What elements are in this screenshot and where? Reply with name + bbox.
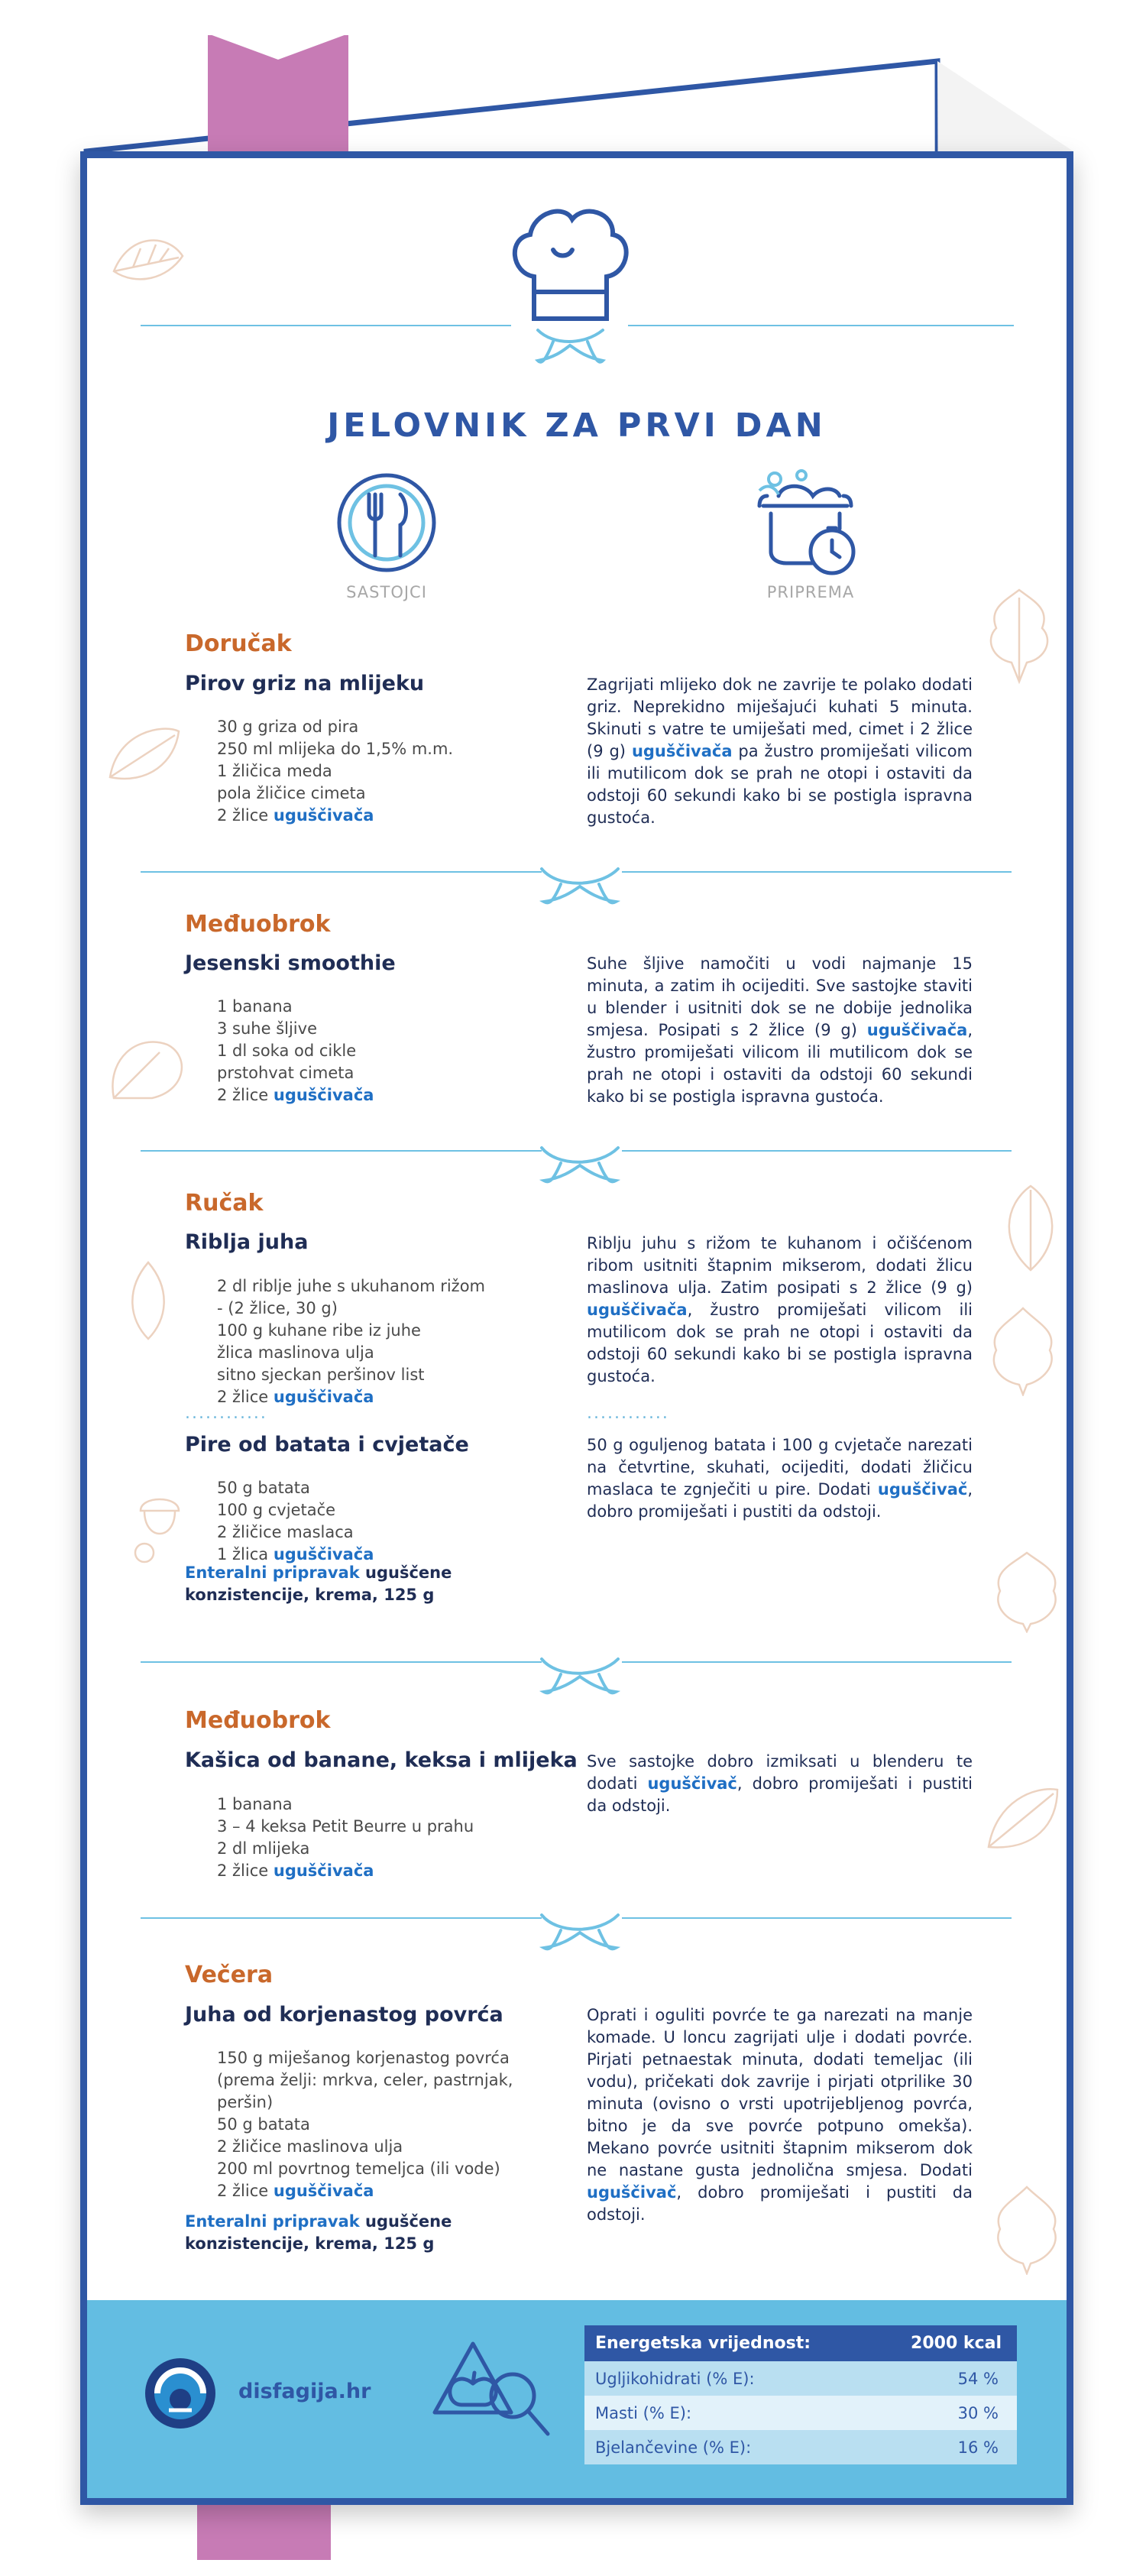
leaf-decoration-icon bbox=[996, 1182, 1065, 1274]
dotted-separator: ............ bbox=[185, 1404, 267, 1423]
preparation-text bbox=[587, 1233, 973, 1388]
header-divider-left bbox=[141, 325, 511, 326]
cooking-pot-timer-icon bbox=[752, 464, 866, 582]
prep-text: 50 g oguljenog batata i 100 g cvjetače narezati na četvrtine, skuhati, ocijediti, dodati žličicu maslaca te zgnječiti u pire. Dodati bbox=[587, 1436, 973, 1499]
preparation-text bbox=[587, 953, 973, 1108]
section-divider-right bbox=[622, 1661, 1012, 1663]
ribbon-tie-icon bbox=[538, 1655, 622, 1701]
ingredient-item bbox=[217, 1860, 474, 1882]
dotted-separator: ............ bbox=[587, 1404, 669, 1423]
dish-name: Pire od batata i cvjetače bbox=[185, 1433, 469, 1456]
prep-text: , dobro promiješati i pustiti da odstoji. bbox=[587, 1774, 973, 1815]
chef-hat-icon bbox=[500, 196, 637, 380]
menu-card bbox=[80, 151, 1073, 2505]
note-text: uguščene bbox=[359, 1563, 452, 1582]
feather-decoration-icon bbox=[118, 1259, 179, 1343]
energy-label: Energetska vrijednost: bbox=[595, 2334, 811, 2353]
prep-text: Suhe šljive namočiti u vodi najmanje 15 minuta, a zatim ih ocijediti. Sve sastojke staviti u blender i usitniti dok se ne dobije jednolika smjesa. Posipati s 2 žlice (9 g) bbox=[587, 954, 973, 1039]
ingredient-item: 1 banana bbox=[217, 1795, 293, 1813]
preparation-text bbox=[587, 674, 973, 829]
ingredient-text: 1 žlica bbox=[217, 1545, 274, 1563]
nutrition-table bbox=[584, 2325, 1017, 2464]
dish-name: Jesenski smoothie bbox=[185, 951, 396, 975]
dish-name: Pirov griz na mlijeku bbox=[185, 672, 425, 695]
header-divider-right bbox=[628, 325, 1014, 326]
oak-leaf-decoration-icon bbox=[989, 1549, 1065, 1633]
dish-name: Kašica od banane, keksa i mlijeka bbox=[185, 1748, 578, 1772]
dish-name: Juha od korjenastog povrća bbox=[185, 2003, 503, 2027]
ingredient-item: 3 suhe šljive bbox=[217, 1019, 317, 1038]
note-text: uguščene bbox=[359, 2212, 452, 2231]
section-divider-right bbox=[622, 1150, 1012, 1152]
ingredient-text: 2 žlice bbox=[217, 806, 274, 825]
ingredient-text: 2 žlice bbox=[217, 2182, 274, 2200]
ingredient-text: 2 žlice bbox=[217, 1086, 274, 1104]
prep-text: Sve sastojke dobro izmiksati u blenderu te dodati bbox=[587, 1752, 973, 1793]
ingredient-item: 100 g kuhane ribe iz juhe bbox=[217, 1321, 421, 1340]
thickener-highlight: uguščivača bbox=[273, 1545, 374, 1563]
prep-text: , dobro promiješati i pustiti da odstoji. bbox=[587, 2183, 973, 2224]
ingredient-item: pola žličice cimeta bbox=[217, 784, 366, 802]
enteral-supplement-note bbox=[185, 1562, 452, 1606]
leaf-decoration-icon bbox=[981, 1778, 1065, 1862]
prep-text: pa žustro promiješati vilicom ili mutilicom dok se prah ne otopi i ostaviti da odstoji 60 sekundi kako bi se postigla ispravna gustoća. bbox=[587, 742, 973, 827]
prep-text: Oprati i oguliti povrće te ga narezati na manje komade. U loncu zagrijati ulje i dodati povrće. Pirjati petnaestak minuta, dodati temeljac (ili vodu), pričekati dok zavrije i pirjati otprilike 30 minuta (ovisno o vrsti upotrijebljenog povrća, bitno je da sve povrće potpuno omekša). Mekano povrće usitniti štapnim mikserom dok ne nastane gusta jednolična smjesa. Dodati bbox=[587, 2006, 973, 2179]
ingredient-item: 50 g batata bbox=[217, 1479, 310, 1497]
nutrient-label: Bjelančevine (% E): bbox=[595, 2438, 752, 2457]
ingredient-item: 250 ml mlijeka do 1,5% m.m. bbox=[217, 740, 454, 758]
thickener-highlight: uguščivača bbox=[273, 806, 374, 825]
section-divider-left bbox=[141, 1150, 542, 1152]
nutrition-row-carbs bbox=[584, 2361, 1017, 2396]
bookmark-ribbon-tail bbox=[197, 2499, 331, 2560]
preparation-text bbox=[587, 1751, 973, 1817]
ingredient-item: 2 žličice maslaca bbox=[217, 1523, 354, 1541]
page-title: JELOVNIK ZA PRVI DAN bbox=[327, 407, 827, 445]
ingredient-item: 1 žličica meda bbox=[217, 762, 332, 780]
ingredients-list bbox=[217, 1275, 485, 1408]
nutrient-value: 30 % bbox=[957, 2403, 999, 2422]
ingredient-text: 2 žlice bbox=[217, 1862, 274, 1880]
preparation-text bbox=[587, 2004, 973, 2226]
ingredient-item: sitno sjeckan peršinov list bbox=[217, 1366, 425, 1384]
section-title-snack: Međuobrok bbox=[185, 911, 331, 938]
thickener-highlight: uguščivač bbox=[587, 2183, 677, 2202]
oak-leaf-decoration-icon bbox=[981, 1304, 1065, 1396]
preparation-text bbox=[587, 1434, 973, 1523]
section-divider-left bbox=[141, 1917, 542, 1919]
section-title-snack: Međuobrok bbox=[185, 1707, 331, 1734]
food-analysis-icon bbox=[427, 2336, 557, 2451]
ingredient-item bbox=[217, 1084, 374, 1107]
ingredient-item: (prema želji: mrkva, celer, pastrnjak, bbox=[217, 2071, 513, 2089]
prep-text: , žustro promiješati vilicom ili mutilicom dok se prah ne otopi i ostaviti da odstoji 60 sekundi kako bi se postigla ispravna gustoća. bbox=[587, 1021, 973, 1106]
thickener-highlight: uguščivača bbox=[273, 1086, 374, 1104]
column-header-preparation: PRIPREMA bbox=[766, 583, 855, 601]
website-link[interactable]: disfagija.hr bbox=[238, 2380, 371, 2403]
ingredient-item: prstohvat cimeta bbox=[217, 1064, 354, 1082]
ingredient-item bbox=[217, 2180, 513, 2202]
nutrient-label: Masti (% E): bbox=[595, 2403, 692, 2422]
oak-leaf-decoration-icon bbox=[989, 2183, 1065, 2275]
prep-text: , žustro promiješati vilicom ili mutilicom dok se prah ne otopi i ostaviti da odstoji 60 sekundi kako bi se postigla ispravna gustoća. bbox=[587, 1301, 973, 1385]
thickener-highlight: uguščivač bbox=[647, 1774, 737, 1793]
bookmark-ribbon-notch bbox=[208, 34, 348, 60]
disfagija-logo-icon bbox=[142, 2355, 219, 2432]
thickener-highlight: uguščivača bbox=[273, 1388, 374, 1406]
thickener-highlight: uguščivač bbox=[877, 1480, 968, 1499]
section-divider-right bbox=[622, 871, 1012, 873]
enteral-highlight: Enteralni pripravak bbox=[185, 2212, 360, 2231]
ingredient-item: 200 ml povrtnog temeljca (ili vode) bbox=[217, 2160, 500, 2178]
ingredient-item: 1 dl soka od cikle bbox=[217, 1042, 357, 1060]
note-text: konzistencije, krema, 125 g bbox=[185, 1586, 435, 1604]
thickener-highlight: uguščivača bbox=[866, 1021, 968, 1039]
ribbon-tie-icon bbox=[538, 1911, 622, 1957]
ingredients-list bbox=[217, 996, 374, 1107]
section-title-lunch: Ručak bbox=[185, 1190, 264, 1217]
ingredients-list bbox=[217, 2047, 513, 2202]
energy-value: 2000 kcal bbox=[911, 2334, 1002, 2353]
ingredient-item: žlica maslinova ulja bbox=[217, 1343, 374, 1362]
enteral-supplement-note bbox=[185, 2211, 452, 2255]
section-divider-left bbox=[141, 871, 542, 873]
ingredient-item: - (2 žlice, 30 g) bbox=[217, 1299, 338, 1317]
section-divider-right bbox=[622, 1917, 1012, 1919]
section-title-breakfast: Doručak bbox=[185, 630, 292, 657]
ingredient-item: 1 banana bbox=[217, 997, 293, 1016]
section-divider-left bbox=[141, 1661, 542, 1663]
ingredient-item: 2 dl riblje juhe s ukuhanom rižom bbox=[217, 1277, 486, 1295]
nutrition-row-fat bbox=[584, 2396, 1017, 2430]
ginkgo-leaf-decoration-icon bbox=[99, 1029, 198, 1113]
thickener-highlight: uguščivača bbox=[587, 1301, 688, 1319]
dish-name: Riblja juha bbox=[185, 1230, 309, 1254]
ribbon-tie-icon bbox=[538, 865, 622, 911]
nutrient-value: 16 % bbox=[957, 2438, 999, 2457]
ribbon-tie-icon bbox=[538, 1144, 622, 1190]
ingredient-item bbox=[217, 805, 453, 827]
prep-text: Zagrijati mlijeko dok ne zavrije te polako dodati griz. Neprekidno miješajući kuhati 5 minuta. Skinuti s vatre te umiješati med, cimet i 2 žlice (9 g) bbox=[587, 676, 973, 760]
ingredient-item: 50 g batata bbox=[217, 2115, 310, 2134]
thickener-highlight: uguščivača bbox=[273, 2182, 374, 2200]
leaf-decoration-icon bbox=[102, 716, 186, 792]
plate-cutlery-icon bbox=[335, 471, 439, 575]
ingredients-list bbox=[217, 1793, 474, 1882]
thickener-highlight: uguščivača bbox=[631, 742, 733, 760]
column-header-ingredients: SASTOJCI bbox=[346, 583, 427, 601]
ingredient-item: 2 žličice maslinova ulja bbox=[217, 2137, 403, 2156]
thickener-highlight: uguščivača bbox=[273, 1862, 374, 1880]
nutrient-value: 54 % bbox=[957, 2369, 999, 2388]
oak-leaf-decoration-icon bbox=[981, 586, 1057, 685]
prep-text: Riblju juhu s rižom te kuhanom i očišćenom ribom usitniti štapnim mikserom, dodati žlicu maslinova ulja. Zatim posipati s 2 žlice (9 g) bbox=[587, 1234, 973, 1297]
acorn-decoration-icon bbox=[125, 1480, 194, 1564]
ingredients-list bbox=[217, 1477, 374, 1566]
ingredient-item: 2 dl mlijeka bbox=[217, 1839, 310, 1858]
ingredient-item: 3 – 4 keksa Petit Beurre u prahu bbox=[217, 1817, 474, 1836]
nutrition-row-protein bbox=[584, 2430, 1017, 2464]
prep-text: , dobro promiješati i pustiti da odstoji. bbox=[587, 1480, 973, 1521]
ingredients-list bbox=[217, 716, 453, 827]
note-text: konzistencije, krema, 125 g bbox=[185, 2234, 435, 2253]
enteral-highlight: Enteralni pripravak bbox=[185, 1563, 360, 1582]
nutrient-label: Ugljikohidrati (% E): bbox=[595, 2369, 755, 2388]
leaf-decoration-icon bbox=[106, 225, 198, 302]
ingredient-item: 150 g miješanog korjenastog povrća bbox=[217, 2049, 510, 2067]
ingredient-text: 2 žlice bbox=[217, 1388, 274, 1406]
ingredient-item: 100 g cvjetače bbox=[217, 1501, 336, 1519]
ingredient-item: 30 g griza od pira bbox=[217, 718, 359, 736]
ingredient-item: peršin) bbox=[217, 2093, 274, 2111]
energy-row bbox=[584, 2325, 1017, 2361]
section-title-dinner: Večera bbox=[185, 1962, 274, 1988]
